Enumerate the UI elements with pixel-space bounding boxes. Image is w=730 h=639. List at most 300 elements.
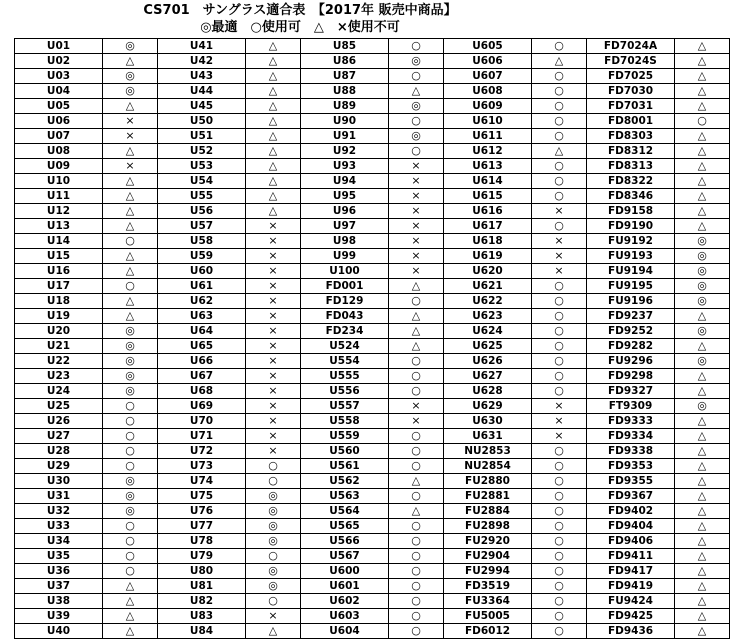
model-code-cell: FD7031 <box>587 99 675 114</box>
model-code-cell: FD8312 <box>587 144 675 159</box>
model-code-cell: U631 <box>444 429 532 444</box>
model-code-cell: U23 <box>15 369 103 384</box>
fit-mark-cell: ◎ <box>246 579 301 594</box>
model-code-cell: U72 <box>158 444 246 459</box>
model-code-cell: U62 <box>158 294 246 309</box>
fit-mark-cell: △ <box>103 189 158 204</box>
model-code-cell: U79 <box>158 549 246 564</box>
fit-mark-cell: ○ <box>389 594 444 609</box>
fit-mark-cell: ○ <box>389 579 444 594</box>
table-row <box>15 84 730 99</box>
model-code-cell: FD7024S <box>587 54 675 69</box>
model-code-cell: U563 <box>301 489 389 504</box>
model-code-cell: FD8322 <box>587 174 675 189</box>
model-code-cell: U19 <box>15 309 103 324</box>
model-code-cell: FD9419 <box>587 579 675 594</box>
fit-mark-cell: △ <box>675 144 730 159</box>
fit-mark-cell: ○ <box>532 324 587 339</box>
model-code-cell: U28 <box>15 444 103 459</box>
fit-mark-cell: △ <box>389 279 444 294</box>
model-code-cell: FD9333 <box>587 414 675 429</box>
model-code-cell: FD9334 <box>587 429 675 444</box>
fit-mark-cell: ○ <box>532 279 587 294</box>
model-code-cell: U15 <box>15 249 103 264</box>
model-code-cell: U01 <box>15 39 103 54</box>
model-code-cell: U74 <box>158 474 246 489</box>
fit-mark-cell: △ <box>675 54 730 69</box>
fit-mark-cell: × <box>246 399 301 414</box>
model-code-cell: FD9158 <box>587 204 675 219</box>
model-code-cell: FD7025 <box>587 69 675 84</box>
fit-mark-cell: × <box>532 204 587 219</box>
model-code-cell: U561 <box>301 459 389 474</box>
fit-mark-cell: △ <box>675 99 730 114</box>
fit-mark-cell: ○ <box>532 99 587 114</box>
model-code-cell: U10 <box>15 174 103 189</box>
fit-mark-cell: ○ <box>532 504 587 519</box>
model-code-cell: U03 <box>15 69 103 84</box>
model-code-cell: U557 <box>301 399 389 414</box>
fit-mark-cell: ○ <box>532 354 587 369</box>
model-code-cell: U31 <box>15 489 103 504</box>
fit-mark-cell: △ <box>675 69 730 84</box>
fit-mark-cell: ○ <box>532 339 587 354</box>
model-code-cell: U92 <box>301 144 389 159</box>
fit-mark-cell: ◎ <box>103 384 158 399</box>
fit-mark-cell: × <box>246 354 301 369</box>
fit-mark-cell: × <box>389 159 444 174</box>
table-row <box>15 369 730 384</box>
fit-mark-cell: △ <box>103 249 158 264</box>
table-row <box>15 99 730 114</box>
model-code-cell: U95 <box>301 189 389 204</box>
model-code-cell: U21 <box>15 339 103 354</box>
model-code-cell: FD9436 <box>587 624 675 639</box>
model-code-cell: FD8303 <box>587 129 675 144</box>
model-code-cell: FD234 <box>301 324 389 339</box>
model-code-cell: U618 <box>444 234 532 249</box>
fit-mark-cell: △ <box>246 39 301 54</box>
fit-mark-cell: △ <box>103 579 158 594</box>
fit-mark-cell: × <box>389 399 444 414</box>
model-code-cell: U38 <box>15 594 103 609</box>
model-code-cell: U16 <box>15 264 103 279</box>
fit-mark-cell: △ <box>675 459 730 474</box>
model-code-cell: FD9282 <box>587 339 675 354</box>
fit-mark-cell: △ <box>675 309 730 324</box>
model-code-cell: FU2884 <box>444 504 532 519</box>
fit-mark-cell: × <box>246 264 301 279</box>
fit-mark-cell: △ <box>103 264 158 279</box>
model-code-cell: U613 <box>444 159 532 174</box>
model-code-cell: U43 <box>158 69 246 84</box>
model-code-cell: U02 <box>15 54 103 69</box>
fit-mark-cell: ○ <box>103 564 158 579</box>
fit-mark-cell: ○ <box>532 594 587 609</box>
fit-mark-cell: ○ <box>103 234 158 249</box>
fit-mark-cell: △ <box>246 129 301 144</box>
model-code-cell: FU9424 <box>587 594 675 609</box>
model-code-cell: U07 <box>15 129 103 144</box>
model-code-cell: FD9338 <box>587 444 675 459</box>
fit-mark-cell: ○ <box>532 129 587 144</box>
model-code-cell: U96 <box>301 204 389 219</box>
fit-mark-cell: ○ <box>103 519 158 534</box>
fit-mark-cell: △ <box>246 204 301 219</box>
table-row <box>15 279 730 294</box>
model-code-cell: U09 <box>15 159 103 174</box>
model-code-cell: U57 <box>158 219 246 234</box>
fit-mark-cell: × <box>532 414 587 429</box>
legend: ◎最適 ○使用可 △ ×使用不可 <box>200 20 400 35</box>
fit-mark-cell: △ <box>103 54 158 69</box>
fit-mark-cell: △ <box>246 99 301 114</box>
fit-mark-cell: ◎ <box>675 294 730 309</box>
fit-mark-cell: ◎ <box>389 99 444 114</box>
model-code-cell: U32 <box>15 504 103 519</box>
fit-mark-cell: △ <box>246 114 301 129</box>
model-code-cell: U83 <box>158 609 246 624</box>
model-code-cell: U93 <box>301 159 389 174</box>
fit-mark-cell: ○ <box>389 294 444 309</box>
model-code-cell: U12 <box>15 204 103 219</box>
model-code-cell: U54 <box>158 174 246 189</box>
model-code-cell: FD9252 <box>587 324 675 339</box>
fit-mark-cell: ○ <box>103 444 158 459</box>
model-code-cell: U94 <box>301 174 389 189</box>
table-row <box>15 414 730 429</box>
model-code-cell: U30 <box>15 474 103 489</box>
fit-mark-cell: × <box>246 279 301 294</box>
fit-mark-cell: ◎ <box>103 369 158 384</box>
fit-mark-cell: ◎ <box>246 489 301 504</box>
fit-mark-cell: ○ <box>532 174 587 189</box>
fit-mark-cell: ◎ <box>246 534 301 549</box>
fit-mark-cell: ○ <box>532 369 587 384</box>
model-code-cell: U559 <box>301 429 389 444</box>
table-row <box>15 534 730 549</box>
model-code-cell: U620 <box>444 264 532 279</box>
fit-mark-cell: ○ <box>532 159 587 174</box>
model-code-cell: U26 <box>15 414 103 429</box>
model-code-cell: FD8313 <box>587 159 675 174</box>
model-code-cell: U34 <box>15 534 103 549</box>
table-row <box>15 234 730 249</box>
model-code-cell: U78 <box>158 534 246 549</box>
fit-mark-cell: △ <box>675 219 730 234</box>
model-code-cell: U40 <box>15 624 103 639</box>
model-code-cell: U60 <box>158 264 246 279</box>
fit-mark-cell: △ <box>103 99 158 114</box>
table-row <box>15 144 730 159</box>
model-code-cell: FD9353 <box>587 459 675 474</box>
model-code-cell: NU2854 <box>444 459 532 474</box>
model-code-cell: U42 <box>158 54 246 69</box>
fit-mark-cell: × <box>532 264 587 279</box>
table-row <box>15 594 730 609</box>
fit-mark-cell: △ <box>675 159 730 174</box>
fit-mark-cell: ◎ <box>675 399 730 414</box>
model-code-cell: U524 <box>301 339 389 354</box>
fit-mark-cell: △ <box>675 129 730 144</box>
table-row <box>15 519 730 534</box>
fit-mark-cell: ○ <box>532 444 587 459</box>
model-code-cell: FU9192 <box>587 234 675 249</box>
model-code-cell: U611 <box>444 129 532 144</box>
fit-mark-cell: △ <box>103 594 158 609</box>
model-code-cell: U624 <box>444 324 532 339</box>
fit-mark-cell: △ <box>675 174 730 189</box>
fit-mark-cell: × <box>103 114 158 129</box>
model-code-cell: U626 <box>444 354 532 369</box>
model-code-cell: U75 <box>158 489 246 504</box>
fit-mark-cell: ○ <box>389 564 444 579</box>
fit-mark-cell: △ <box>246 174 301 189</box>
fit-mark-cell: △ <box>675 429 730 444</box>
model-code-cell: U610 <box>444 114 532 129</box>
fit-mark-cell: △ <box>675 414 730 429</box>
fit-mark-cell: △ <box>103 174 158 189</box>
model-code-cell: U97 <box>301 219 389 234</box>
fit-mark-cell: ◎ <box>103 504 158 519</box>
fit-mark-cell: × <box>246 414 301 429</box>
model-code-cell: FD043 <box>301 309 389 324</box>
table-row <box>15 504 730 519</box>
fit-mark-cell: △ <box>246 84 301 99</box>
model-code-cell: FD9367 <box>587 489 675 504</box>
model-code-cell: U87 <box>301 69 389 84</box>
fit-mark-cell: ○ <box>103 429 158 444</box>
model-code-cell: U600 <box>301 564 389 579</box>
page-title: CS701 サングラス適合表 【2017年 販売中商品】 <box>143 3 457 18</box>
model-code-cell: U71 <box>158 429 246 444</box>
model-code-cell: U91 <box>301 129 389 144</box>
model-code-cell: FD8346 <box>587 189 675 204</box>
model-code-cell: FD9298 <box>587 369 675 384</box>
model-code-cell: U607 <box>444 69 532 84</box>
fit-mark-cell: ○ <box>389 369 444 384</box>
fit-mark-cell: △ <box>103 204 158 219</box>
fit-mark-cell: × <box>246 234 301 249</box>
fit-mark-cell: ○ <box>103 399 158 414</box>
model-code-cell: U50 <box>158 114 246 129</box>
table-row <box>15 429 730 444</box>
table-row <box>15 174 730 189</box>
fit-mark-cell: ○ <box>532 519 587 534</box>
model-code-cell: U98 <box>301 234 389 249</box>
fit-mark-cell: ○ <box>389 609 444 624</box>
fit-mark-cell: △ <box>103 144 158 159</box>
table-row <box>15 249 730 264</box>
model-code-cell: U70 <box>158 414 246 429</box>
model-code-cell: U35 <box>15 549 103 564</box>
fit-mark-cell: × <box>532 234 587 249</box>
model-code-cell: U64 <box>158 324 246 339</box>
table-row <box>15 159 730 174</box>
fit-mark-cell: ○ <box>532 579 587 594</box>
model-code-cell: FD129 <box>301 294 389 309</box>
model-code-cell: U604 <box>301 624 389 639</box>
fit-mark-cell: ○ <box>389 459 444 474</box>
fit-mark-cell: ◎ <box>675 249 730 264</box>
model-code-cell: FU9196 <box>587 294 675 309</box>
model-code-cell: U18 <box>15 294 103 309</box>
model-code-cell: U86 <box>301 54 389 69</box>
model-code-cell: U90 <box>301 114 389 129</box>
model-code-cell: U77 <box>158 519 246 534</box>
model-code-cell: U25 <box>15 399 103 414</box>
model-code-cell: U59 <box>158 249 246 264</box>
model-code-cell: U99 <box>301 249 389 264</box>
table-row <box>15 204 730 219</box>
fit-mark-cell: ○ <box>532 609 587 624</box>
fit-mark-cell: ○ <box>532 489 587 504</box>
model-code-cell: U36 <box>15 564 103 579</box>
fit-mark-cell: × <box>246 444 301 459</box>
fit-mark-cell: △ <box>532 144 587 159</box>
fit-mark-cell: △ <box>675 504 730 519</box>
fit-mark-cell: ○ <box>246 549 301 564</box>
fit-mark-cell: ◎ <box>675 264 730 279</box>
model-code-cell: U606 <box>444 54 532 69</box>
model-code-cell: U88 <box>301 84 389 99</box>
model-code-cell: FD9327 <box>587 384 675 399</box>
model-code-cell: NU2853 <box>444 444 532 459</box>
fit-mark-cell: ◎ <box>103 489 158 504</box>
fit-mark-cell: △ <box>103 609 158 624</box>
fit-mark-cell: ○ <box>389 489 444 504</box>
model-code-cell: U33 <box>15 519 103 534</box>
model-code-cell: U560 <box>301 444 389 459</box>
fit-mark-cell: × <box>246 249 301 264</box>
model-code-cell: U22 <box>15 354 103 369</box>
model-code-cell: FU2920 <box>444 534 532 549</box>
model-code-cell: U567 <box>301 549 389 564</box>
model-code-cell: U85 <box>301 39 389 54</box>
model-code-cell: U630 <box>444 414 532 429</box>
fit-mark-cell: ○ <box>103 549 158 564</box>
model-code-cell: U616 <box>444 204 532 219</box>
model-code-cell: U08 <box>15 144 103 159</box>
fit-mark-cell: △ <box>675 519 730 534</box>
model-code-cell: FD7030 <box>587 84 675 99</box>
fit-mark-cell: ◎ <box>103 474 158 489</box>
model-code-cell: U608 <box>444 84 532 99</box>
fit-mark-cell: ◎ <box>389 54 444 69</box>
fit-mark-cell: △ <box>532 54 587 69</box>
fit-mark-cell: × <box>103 129 158 144</box>
model-code-cell: U609 <box>444 99 532 114</box>
fit-mark-cell: ◎ <box>103 39 158 54</box>
model-code-cell: U100 <box>301 264 389 279</box>
model-code-cell: U52 <box>158 144 246 159</box>
fit-mark-cell: ○ <box>389 444 444 459</box>
fit-mark-cell: △ <box>246 189 301 204</box>
fit-mark-cell: △ <box>675 84 730 99</box>
model-code-cell: FU3364 <box>444 594 532 609</box>
model-code-cell: FD9417 <box>587 564 675 579</box>
fit-mark-cell: × <box>532 399 587 414</box>
fit-mark-cell: × <box>389 204 444 219</box>
fit-mark-cell: △ <box>675 474 730 489</box>
fit-mark-cell: △ <box>246 624 301 639</box>
model-code-cell: U45 <box>158 99 246 114</box>
fit-mark-cell: ○ <box>532 564 587 579</box>
fit-mark-cell: ◎ <box>246 564 301 579</box>
fit-mark-cell: ○ <box>532 294 587 309</box>
fit-mark-cell: ○ <box>389 549 444 564</box>
fit-mark-cell: ○ <box>389 144 444 159</box>
model-code-cell: FD9404 <box>587 519 675 534</box>
fit-mark-cell: ○ <box>389 39 444 54</box>
model-code-cell: FD9411 <box>587 549 675 564</box>
model-code-cell: U555 <box>301 369 389 384</box>
model-code-cell: FD9406 <box>587 534 675 549</box>
model-code-cell: U566 <box>301 534 389 549</box>
fit-mark-cell: △ <box>675 549 730 564</box>
model-code-cell: U89 <box>301 99 389 114</box>
model-code-cell: U628 <box>444 384 532 399</box>
model-code-cell: U27 <box>15 429 103 444</box>
model-code-cell: FU2994 <box>444 564 532 579</box>
model-code-cell: U617 <box>444 219 532 234</box>
fit-mark-cell: × <box>246 219 301 234</box>
model-code-cell: U619 <box>444 249 532 264</box>
fit-mark-cell: ○ <box>532 384 587 399</box>
fit-mark-cell: × <box>246 429 301 444</box>
table-row <box>15 39 730 54</box>
model-code-cell: FD7024A <box>587 39 675 54</box>
table-row <box>15 354 730 369</box>
fit-mark-cell: △ <box>675 594 730 609</box>
model-code-cell: U621 <box>444 279 532 294</box>
fit-mark-cell: △ <box>675 189 730 204</box>
model-code-cell: U612 <box>444 144 532 159</box>
table-row <box>15 69 730 84</box>
fit-mark-cell: △ <box>389 339 444 354</box>
model-code-cell: U84 <box>158 624 246 639</box>
fit-mark-cell: △ <box>103 219 158 234</box>
table-row <box>15 564 730 579</box>
table-row <box>15 339 730 354</box>
model-code-cell: U68 <box>158 384 246 399</box>
fit-mark-cell: ○ <box>532 624 587 639</box>
model-code-cell: FD9355 <box>587 474 675 489</box>
model-code-cell: FU9194 <box>587 264 675 279</box>
header <box>0 0 600 38</box>
fit-mark-cell: △ <box>675 579 730 594</box>
table-row <box>15 474 730 489</box>
model-code-cell: U55 <box>158 189 246 204</box>
model-code-cell: U614 <box>444 174 532 189</box>
fit-mark-cell: △ <box>246 69 301 84</box>
fit-mark-cell: ○ <box>675 114 730 129</box>
model-code-cell: U61 <box>158 279 246 294</box>
model-code-cell: U65 <box>158 339 246 354</box>
model-code-cell: U603 <box>301 609 389 624</box>
model-code-cell: U24 <box>15 384 103 399</box>
fit-mark-cell: △ <box>675 39 730 54</box>
model-code-cell: FD9190 <box>587 219 675 234</box>
fit-mark-cell: ○ <box>532 534 587 549</box>
fit-mark-cell: △ <box>675 609 730 624</box>
model-code-cell: FD9237 <box>587 309 675 324</box>
model-code-cell: U562 <box>301 474 389 489</box>
fit-mark-cell: △ <box>675 489 730 504</box>
fit-mark-cell: ◎ <box>675 234 730 249</box>
model-code-cell: U17 <box>15 279 103 294</box>
fit-mark-cell: ◎ <box>675 279 730 294</box>
